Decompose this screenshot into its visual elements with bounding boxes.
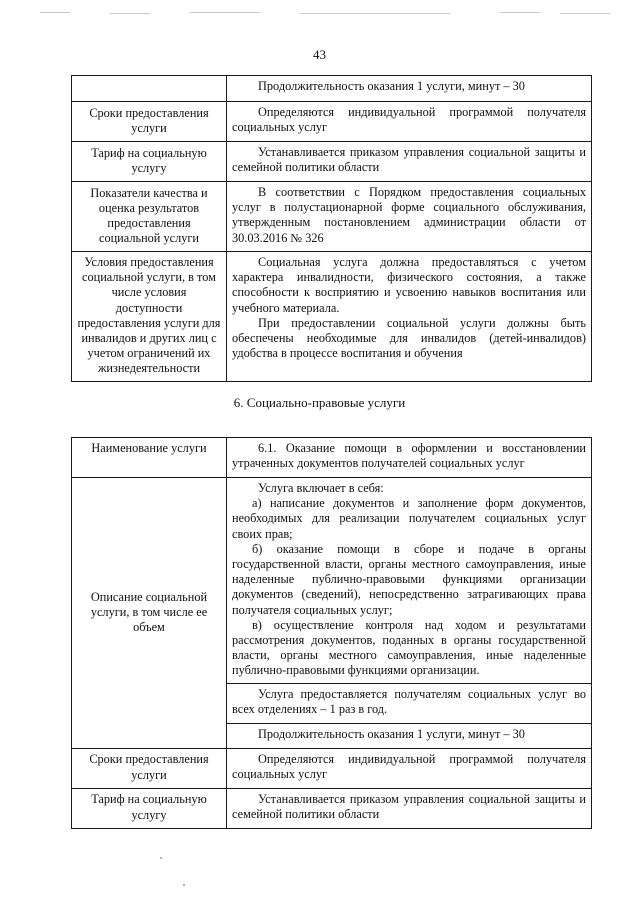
terms-label: Сроки предоставления услуги [72, 102, 227, 142]
table-row [72, 142, 592, 182]
quality-indicators-value: В соответствии с Порядком предоставления социальных услуг в полустационарной форме социального обслуживания, утвержденным постановлением администрации области от 30.03.2016 № 326 [227, 182, 592, 252]
scan-artifact [500, 12, 540, 13]
scan-artifact [300, 13, 450, 14]
empty-label-cell [72, 76, 227, 102]
table-row [72, 478, 592, 684]
section-heading: 6. Социально-правовые услуги [233, 395, 406, 410]
accessibility-paragraph-2: При предоставлении социальной услуги должны быть обеспечены необходимые для инвалидов (детей-инвалидов) удобства в процессе воспитания и обучения [232, 315, 586, 361]
tariff-label: Тариф на социальную услугу [72, 788, 227, 828]
accessibility-paragraph-1: Социальная услуга должна предоставляться с учетом характера инвалидности, физического состояния, а также способности к восприятию и усвоению навыков воспитания или учебного материала. [232, 255, 586, 315]
quality-indicators-label: Показатели качества и оценка результатов предоставления социальной услуги [72, 182, 227, 252]
accessibility-conditions-value [227, 252, 592, 382]
scan-speck [183, 884, 185, 886]
provision-text: Услуга предоставляется получателям социальных услуг во всех отделениях – 1 раз в год. [227, 683, 592, 723]
description-item-a: а) написание документов и заполнение форм документов, необходимых для реализации получателем социальных услуг своих прав; [232, 496, 586, 541]
page-number: 43 [313, 47, 326, 62]
description-label: Описание социальной услуги, в том числе ее объем [72, 478, 227, 749]
description-item-c: в) осуществление контроля над ходом и результатами рассмотрения документов, поданных в органы государственной власти, органы местного самоуправления, иные наделенные публично-правовыми функциями организации. [232, 617, 586, 678]
table-row [72, 788, 592, 828]
duration-text: Продолжительность оказания 1 услуги, минут – 30 [227, 723, 592, 748]
scan-artifact [40, 12, 70, 13]
accessibility-conditions-label: Условия предоставления социальной услуги, в том числе условия доступности предоставления услуги для инвалидов и других лиц с учетом ограничений их жизнедеятельности [72, 252, 227, 382]
description-item-b: б) оказание помощи в сборе и подаче в органы государственной власти, органы местного самоуправления, иные наделенные публично-правовыми функциями организации документов (сведений), непосредственно затрагивающих права получателя социальных услуг; [232, 541, 586, 617]
scan-speck [160, 857, 162, 859]
terms-value: Определяются индивидуальной программой получателя социальных услуг [227, 748, 592, 788]
service-name-label: Наименование услуги [72, 438, 227, 478]
duration-cell: Продолжительность оказания 1 услуги, минут – 30 [227, 76, 592, 102]
legal-services-table [71, 437, 592, 829]
tariff-value: Устанавливается приказом управления социальной защиты и семейной политики области [227, 788, 592, 828]
tariff-label: Тариф на социальную услугу [72, 142, 227, 182]
scan-artifact [110, 13, 150, 14]
description-value [227, 478, 592, 684]
terms-value: Определяются индивидуальной программой получателя социальных услуг [227, 102, 592, 142]
table-row [72, 438, 592, 478]
table-row [72, 102, 592, 142]
scan-artifact [190, 12, 260, 13]
service-name-value: 6.1. Оказание помощи в оформлении и восстановлении утраченных документов получателей социальных услуг [227, 438, 592, 478]
table-row [72, 252, 592, 382]
description-intro: Услуга включает в себя: [258, 481, 384, 495]
table-row [72, 76, 592, 102]
table-row [72, 748, 592, 788]
table-row [72, 182, 592, 252]
tariff-value: Устанавливается приказом управления социальной защиты и семейной политики области [227, 142, 592, 182]
scan-artifact [560, 13, 610, 14]
terms-label: Сроки предоставления услуги [72, 748, 227, 788]
services-table-continued [71, 75, 592, 382]
